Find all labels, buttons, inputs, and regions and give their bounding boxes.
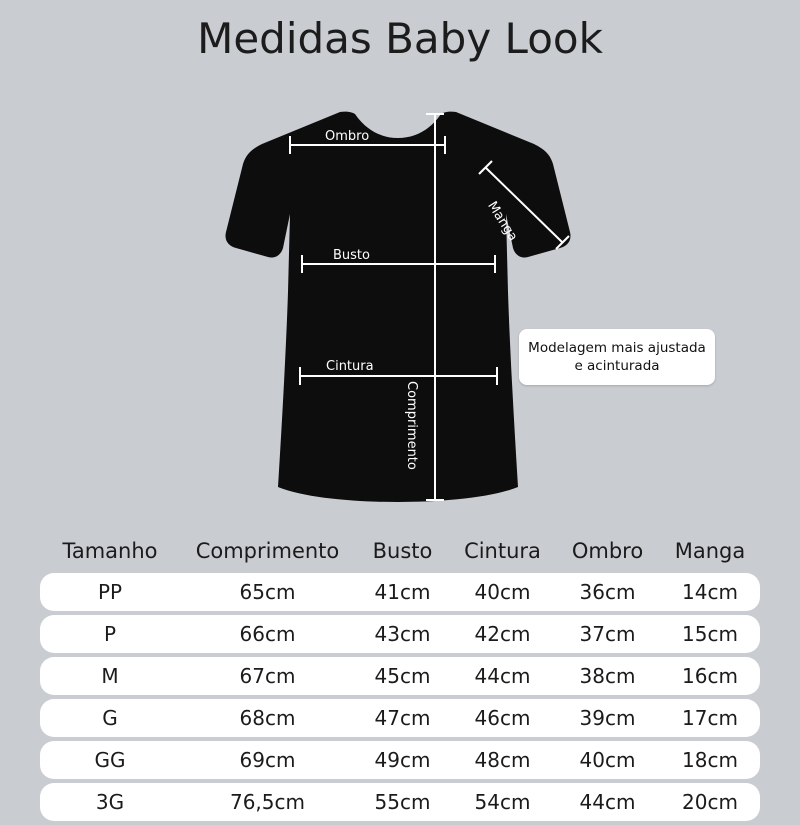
cell-comprimento: 66cm	[180, 615, 355, 653]
cell-cintura: 46cm	[450, 699, 555, 737]
cell-tamanho: PP	[40, 573, 180, 611]
size-table	[40, 533, 760, 825]
cell-busto: 47cm	[355, 699, 450, 737]
table-row	[40, 573, 760, 611]
cell-manga: 20cm	[660, 783, 760, 821]
size-table-container	[40, 533, 760, 825]
cell-manga: 17cm	[660, 699, 760, 737]
callout-note: Modelagem mais ajustada e acinturada	[519, 329, 715, 385]
cell-tamanho: 3G	[40, 783, 180, 821]
cell-ombro: 39cm	[555, 699, 660, 737]
cell-ombro: 37cm	[555, 615, 660, 653]
cell-cintura: 48cm	[450, 741, 555, 779]
cell-manga: 15cm	[660, 615, 760, 653]
label-busto: Busto	[333, 248, 370, 263]
label-ombro: Ombro	[325, 129, 370, 144]
shirt-illustration	[0, 92, 800, 517]
cell-busto: 45cm	[355, 657, 450, 695]
cell-ombro: 36cm	[555, 573, 660, 611]
column-header-cintura: Cintura	[464, 539, 541, 563]
cell-cintura: 54cm	[450, 783, 555, 821]
column-header-manga: Manga	[674, 539, 746, 563]
table-row	[40, 615, 760, 653]
table-row	[40, 741, 760, 779]
cell-tamanho: P	[40, 615, 180, 653]
cell-ombro: 40cm	[555, 741, 660, 779]
cell-comprimento: 69cm	[180, 741, 355, 779]
table-header-row	[40, 537, 760, 569]
cell-tamanho: M	[40, 657, 180, 695]
cell-cintura: 40cm	[450, 573, 555, 611]
cell-comprimento: 68cm	[180, 699, 355, 737]
cell-comprimento: 65cm	[180, 573, 355, 611]
column-header-comprimento: Comprimento	[195, 539, 340, 563]
table-row	[40, 783, 760, 821]
cell-ombro: 38cm	[555, 657, 660, 695]
table-row	[40, 657, 760, 695]
cell-cintura: 42cm	[450, 615, 555, 653]
page-title: Medidas Baby Look	[197, 14, 603, 63]
cell-busto: 55cm	[355, 783, 450, 821]
cell-busto: 41cm	[355, 573, 450, 611]
cell-manga: 14cm	[660, 573, 760, 611]
column-header-ombro: Ombro	[571, 539, 644, 563]
cell-busto: 49cm	[355, 741, 450, 779]
cell-comprimento: 67cm	[180, 657, 355, 695]
cell-manga: 18cm	[660, 741, 760, 779]
column-header-tamanho: Tamanho	[62, 539, 158, 563]
cell-tamanho: GG	[40, 741, 180, 779]
table-row	[40, 699, 760, 737]
column-header-busto: Busto	[372, 539, 433, 563]
cell-tamanho: G	[40, 699, 180, 737]
cell-ombro: 44cm	[555, 783, 660, 821]
shirt-drawing	[0, 92, 800, 517]
cell-busto: 43cm	[355, 615, 450, 653]
label-comprimento: Comprimento	[404, 381, 419, 470]
cell-cintura: 44cm	[450, 657, 555, 695]
label-cintura: Cintura	[326, 359, 374, 374]
cell-manga: 16cm	[660, 657, 760, 695]
cell-comprimento: 76,5cm	[180, 783, 355, 821]
label-manga: Manga	[484, 199, 521, 244]
